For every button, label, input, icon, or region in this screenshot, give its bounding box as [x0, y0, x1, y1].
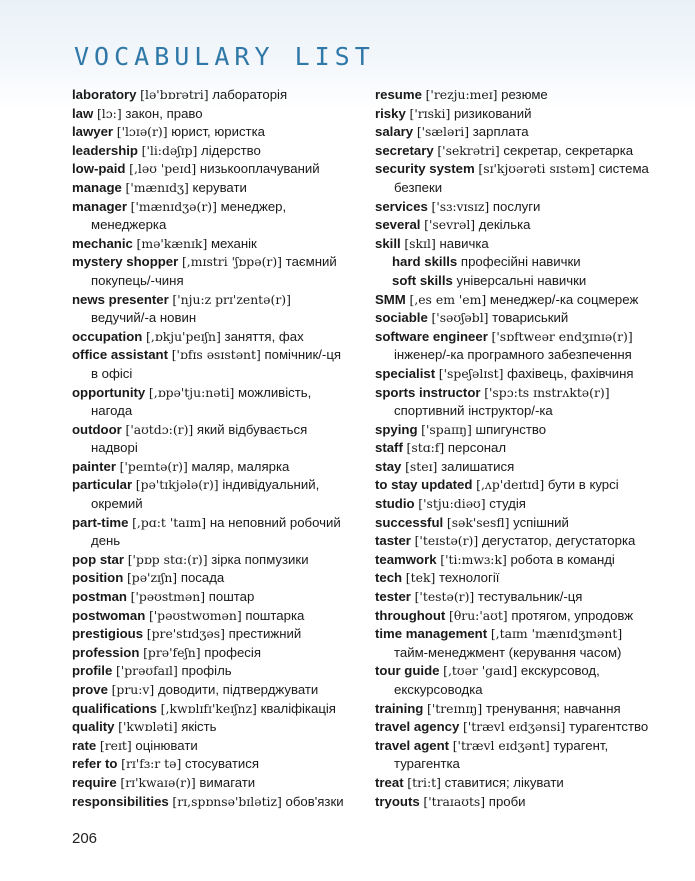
vocab-term: refer to [72, 756, 118, 772]
vocab-entry [72, 774, 357, 793]
vocab-column-left [72, 86, 357, 811]
vocab-transcription: [pru:v] [111, 682, 155, 697]
vocab-translation: послуги [492, 198, 541, 214]
vocab-transcription: ['teɪstə(r)] [414, 533, 479, 549]
vocab-translation: доводити, підтверджувати [157, 682, 319, 697]
vocab-transcription: [sɪ'kjʊərəti sɪstəm] [478, 161, 596, 177]
vocab-transcription: [tek] [405, 570, 436, 586]
vocab-translation: можливість, [238, 384, 312, 400]
vocab-transcription: ['treɪnɪŋ] [427, 700, 483, 716]
vocab-translation: заняття, фах [224, 328, 304, 344]
vocab-transcription: [mə'kænɪk] [136, 235, 208, 251]
vocab-entry [375, 309, 670, 328]
vocab-term: several [375, 217, 421, 233]
vocab-term: lawyer [72, 124, 114, 140]
vocab-translation: індивідуальний, [222, 477, 320, 493]
vocab-entry [72, 384, 357, 403]
vocab-translation-continued: менеджерка [91, 217, 167, 233]
vocab-term: travel agent [375, 737, 450, 753]
vocab-translation: фахівець, фахівчиня [507, 365, 634, 381]
vocab-term: pop star [72, 551, 125, 567]
vocab-term: require [72, 774, 117, 790]
vocab-translation-continued: день [91, 533, 121, 549]
vocab-translation: низькооплачуваний [199, 161, 320, 177]
vocab-translation: менеджер, [220, 198, 287, 214]
vocab-translation: вимагати [199, 774, 256, 790]
vocab-transcription: [pre'stɪdʒəs] [146, 626, 225, 642]
vocab-translation: поштарка [245, 607, 305, 623]
vocab-translation-continued: ведучий/-а новин [91, 310, 197, 326]
vocab-entry [375, 625, 670, 644]
vocab-translation: тренування; навчання [485, 700, 621, 716]
vocab-transcription: ['sɜ:vɪsɪz] [431, 198, 490, 214]
vocab-entry [375, 328, 670, 347]
vocab-term: secretary [375, 142, 434, 158]
vocab-transcription: [rɪ'fɜ:r tə] [121, 756, 182, 772]
vocab-transcription: ['lɔɪə(r)] [116, 124, 168, 140]
vocab-entry [375, 662, 670, 681]
vocab-entry [72, 86, 357, 105]
vocab-term: postman [72, 589, 127, 605]
vocab-translation: товариський [492, 310, 569, 326]
vocab-transcription: ['trævl eɪdʒənt] [452, 737, 550, 753]
vocab-term: specialist [375, 365, 436, 381]
vocab-term: to stay updated [375, 477, 473, 493]
vocab-translation: тестувальник/-ця [477, 589, 583, 605]
vocab-term: resume [375, 87, 422, 102]
vocab-entry [375, 384, 670, 403]
vocab-term: law [72, 105, 94, 121]
vocab-translation-continued: турагентка [394, 756, 460, 772]
vocab-entry [72, 718, 357, 737]
vocab-translation: турагентство [569, 719, 649, 735]
vocab-term: painter [72, 458, 116, 474]
vocab-term: responsibilities [72, 793, 169, 809]
vocab-transcription: ['rɪski] [409, 105, 451, 121]
vocab-translation-continued: покупець/-чиня [91, 272, 184, 288]
vocab-translation: стосуватися [184, 756, 260, 772]
vocab-term: tour guide [375, 663, 440, 679]
vocab-term: staff [375, 440, 403, 456]
vocab-translation: декілька [478, 217, 531, 233]
vocab-transcription: ['pəʊstwʊmən] [148, 607, 242, 623]
vocab-translation-continued: окремий [91, 496, 143, 512]
vocab-entry [375, 476, 670, 495]
vocab-term: low-paid [72, 161, 126, 177]
vocab-term: mystery shopper [72, 254, 179, 270]
vocab-entry [72, 737, 357, 756]
vocab-transcription: [tri:t] [407, 774, 441, 790]
vocab-entry [72, 142, 357, 161]
vocab-transcription: [,ʌp'deɪtɪd] [476, 477, 545, 493]
vocab-term: laboratory [72, 87, 137, 102]
page-title: VOCABULARY LIST [74, 42, 375, 71]
vocab-transcription: [,pɑ:t 'taɪm] [132, 514, 207, 530]
vocab-term: quality [72, 719, 115, 735]
vocab-transcription: [,mɪstri 'ʃɒpə(r)] [181, 254, 282, 270]
vocab-entry [375, 142, 670, 161]
vocab-entry [375, 495, 670, 514]
vocab-entry [72, 105, 357, 124]
vocab-transcription: [sək'sesfl] [446, 514, 510, 530]
vocab-transcription: ['prəʊfaɪl] [115, 663, 178, 679]
vocab-entry [375, 365, 670, 384]
vocab-translation-continued: в офісі [91, 365, 133, 381]
vocab-transcription: [lɔ:] [96, 105, 122, 121]
vocab-translation: протягом, упродовж [511, 607, 634, 623]
vocab-column-right [375, 86, 670, 811]
vocab-translation: універсальні навички [456, 272, 587, 288]
vocab-transcription: ['kwɒləti] [118, 719, 178, 735]
vocab-entry [375, 253, 670, 272]
vocab-transcription: [,ɒpə'tju:nəti] [148, 384, 235, 400]
vocab-translation: престижний [228, 626, 302, 642]
vocab-translation: керувати [192, 179, 247, 195]
vocab-entry [72, 328, 357, 347]
vocab-translation-continued: нагода [91, 403, 133, 419]
vocab-translation: робота в команді [510, 551, 615, 567]
vocab-translation: зарплата [472, 124, 529, 140]
vocab-transcription: [,ləʊ 'peɪd] [129, 161, 197, 177]
vocab-entry [72, 644, 357, 663]
vocab-transcription: ['peɪntə(r)] [119, 458, 188, 474]
vocab-term: taster [375, 533, 411, 549]
vocab-transcription: [,ɒkju'peɪʃn] [146, 328, 221, 344]
vocab-term: mechanic [72, 235, 133, 251]
vocab-term: postwoman [72, 607, 146, 623]
vocab-transcription: [steɪ] [405, 458, 438, 474]
vocab-translation-continued: тайм-менеджмент (керування часом) [394, 644, 622, 660]
vocab-term: position [72, 570, 124, 586]
vocab-term: tech [375, 570, 403, 586]
vocab-translation: професія [204, 644, 261, 660]
vocab-translation: закон, право [125, 105, 203, 121]
vocab-transcription: ['sæləri] [416, 124, 470, 140]
vocab-entry [72, 198, 357, 217]
vocab-translation-continued: спортивний інструктор/-ка [394, 403, 553, 419]
vocab-translation: зірка попмузики [211, 551, 309, 567]
vocab-translation: профіль [181, 663, 232, 679]
vocab-translation: бути в курсі [547, 477, 619, 493]
vocab-term: profession [72, 644, 140, 660]
vocab-translation: таємний [285, 254, 337, 270]
vocab-translation: професійні навички [460, 254, 581, 270]
vocab-entry [72, 458, 357, 477]
vocab-entry [72, 607, 357, 626]
vocab-translation: ставитися; лікувати [444, 774, 564, 790]
vocab-term: risky [375, 105, 406, 121]
vocab-entry [375, 532, 670, 551]
vocab-term: tryouts [375, 793, 420, 809]
vocab-term: part-time [72, 514, 129, 530]
vocab-translation: який відбувається [196, 421, 308, 437]
vocab-transcription: [rɪ,spɒnsə'bɪlətiz] [172, 793, 282, 809]
vocab-entry [72, 662, 357, 681]
vocab-entry [375, 774, 670, 793]
vocab-entry [375, 272, 670, 291]
vocab-term: prove [72, 682, 108, 697]
vocab-translation: екскурсовод, [520, 663, 600, 679]
vocab-entry [72, 588, 357, 607]
vocab-term: SMM [375, 291, 406, 307]
vocab-entry [72, 123, 357, 142]
vocab-term: successful [375, 514, 444, 530]
vocab-entry [375, 569, 670, 588]
vocab-translation: дегустатор, дегустаторка [481, 533, 636, 549]
vocab-term: tester [375, 589, 411, 605]
vocab-translation: оцінювати [135, 737, 198, 753]
vocab-translation: персонал [447, 440, 507, 456]
vocab-term: security system [375, 161, 475, 177]
vocab-entry [72, 514, 357, 533]
vocab-term: opportunity [72, 384, 146, 400]
vocab-transcription: [skɪl] [404, 235, 436, 251]
vocab-term: manage [72, 179, 122, 195]
vocab-term: office assistant [72, 347, 169, 363]
vocab-translation: поштар [208, 589, 255, 605]
vocab-term: salary [375, 124, 414, 140]
vocab-entry [375, 439, 670, 458]
vocab-entry [375, 607, 670, 626]
vocab-translation-continued: надворі [91, 440, 138, 456]
vocab-transcription: ['li:dəʃɪp] [141, 142, 198, 158]
vocab-term: treat [375, 774, 404, 790]
vocab-translation: механік [210, 235, 257, 251]
vocab-transcription: ['spɔ:ts ɪnstrʌktə(r)] [484, 384, 610, 400]
vocab-transcription: [stɑ:f] [406, 440, 445, 456]
vocab-transcription: ['ti:mwɜ:k] [440, 551, 507, 567]
vocab-entry [375, 514, 670, 533]
vocab-term: spying [375, 421, 418, 437]
vocab-entry [375, 86, 670, 105]
vocab-term: occupation [72, 328, 143, 344]
vocab-translation: кваліфікація [260, 700, 336, 716]
vocab-transcription: [pə'tɪkjələ(r)] [135, 477, 219, 493]
vocab-term: soft skills [392, 272, 453, 288]
vocab-translation: посада [180, 570, 225, 586]
vocab-term: training [375, 700, 424, 716]
vocab-term: news presenter [72, 291, 169, 307]
vocab-transcription: ['speʃəlɪst] [438, 365, 504, 381]
vocab-transcription: ['mænɪdʒ] [125, 179, 189, 195]
vocab-translation: резюме [501, 87, 548, 102]
vocab-transcription: [,taɪm 'mænɪdʒmənt] [490, 626, 623, 642]
vocab-term: throughout [375, 607, 446, 623]
vocab-transcription: ['spaɪɪŋ] [421, 421, 472, 437]
vocab-entry [375, 718, 670, 737]
vocab-translation-continued: безпеки [394, 179, 443, 195]
vocab-transcription: [,kwɒlɪfɪ'keɪʃnz] [160, 700, 257, 716]
vocab-transcription: ['traɪaʊts] [423, 793, 486, 809]
vocab-translation: обов'язки [285, 793, 344, 809]
vocab-term: teamwork [375, 551, 437, 567]
vocab-term: travel agency [375, 719, 460, 735]
vocab-entry [72, 253, 357, 272]
vocab-term: hard skills [392, 254, 458, 270]
vocab-entry [375, 588, 670, 607]
vocab-transcription: ['pəʊstmən] [130, 589, 206, 605]
vocab-entry [375, 291, 670, 310]
vocab-transcription: [prə'feʃn] [143, 644, 201, 660]
vocab-transcription: [lə'bɒrətri] [140, 87, 209, 102]
vocab-translation: ризикований [453, 105, 532, 121]
vocab-transcription: [θru:'aʊt] [448, 607, 508, 623]
vocab-transcription: ['sevrəl] [424, 217, 476, 233]
vocab-entry [72, 476, 357, 495]
vocab-transcription: ['səʊʃəbl] [431, 310, 489, 326]
vocab-translation: навичка [439, 235, 489, 251]
vocab-transcription: [,es em 'em] [409, 291, 487, 307]
vocab-term: stay [375, 458, 402, 474]
vocab-entry [72, 625, 357, 644]
vocab-translation: турагент, [553, 737, 609, 753]
vocab-transcription: ['sɒftweər endʒɪnɪə(r)] [491, 328, 633, 344]
vocab-translation: шпигунство [475, 421, 547, 437]
vocab-translation: технології [438, 570, 500, 586]
vocab-entry [72, 681, 357, 700]
vocab-translation-continued: інженер/-ка програмного забезпечення [394, 347, 632, 363]
vocab-term: profile [72, 663, 113, 679]
vocab-transcription: [rɪ'kwaɪə(r)] [120, 774, 196, 790]
vocab-translation-continued: екскурсоводка [394, 682, 483, 697]
vocab-translation: успішний [513, 514, 569, 530]
vocab-entry [375, 737, 670, 756]
vocab-entry [375, 700, 670, 719]
vocab-entry [72, 755, 357, 774]
vocab-transcription: ['ɒfɪs əsɪstənt] [171, 347, 261, 363]
vocab-transcription: ['testə(r)] [414, 589, 475, 605]
vocab-term: services [375, 198, 428, 214]
vocab-term: particular [72, 477, 133, 493]
vocab-translation: юрист, юристка [171, 124, 265, 140]
vocab-translation: система [598, 161, 649, 177]
vocab-term: sociable [375, 310, 428, 326]
vocab-entry [72, 569, 357, 588]
vocab-translation: лідерство [201, 142, 261, 158]
vocab-term: qualifications [72, 700, 157, 716]
vocab-translation: помічник/-ця [264, 347, 342, 363]
vocab-entry [375, 421, 670, 440]
vocab-term: time management [375, 626, 488, 642]
vocab-entry [72, 700, 357, 719]
vocab-transcription: ['pɒp stɑ:(r)] [127, 551, 208, 567]
vocab-term: rate [72, 737, 97, 753]
vocab-translation: менеджер/-ка соцмереж [489, 291, 639, 307]
vocab-term: leadership [72, 142, 138, 158]
vocab-entry [72, 346, 357, 365]
vocab-term: manager [72, 198, 127, 214]
vocab-translation: лабораторія [212, 87, 288, 102]
vocab-translation: маляр, малярка [191, 458, 290, 474]
vocab-transcription: ['sekrətri] [437, 142, 500, 158]
vocab-term: skill [375, 235, 401, 251]
vocab-transcription: ['stju:diəʊ] [418, 496, 486, 512]
vocab-entry [72, 551, 357, 570]
vocab-transcription: [,tʊər 'gaɪd] [443, 663, 518, 679]
vocab-entry [72, 160, 357, 179]
vocab-term: outdoor [72, 421, 122, 437]
vocab-entry [72, 793, 357, 812]
vocab-transcription: [pə'zɪʃn] [126, 570, 178, 586]
vocab-entry [375, 235, 670, 254]
vocab-entry [375, 216, 670, 235]
vocab-entry [375, 123, 670, 142]
vocab-transcription: ['aʊtdɔ:(r)] [125, 421, 194, 437]
page-number: 206 [72, 830, 98, 847]
vocab-entry [375, 160, 670, 179]
vocab-translation: на неповний робочий [209, 514, 341, 530]
vocab-transcription: [reɪt] [99, 737, 132, 753]
vocab-entry [72, 291, 357, 310]
vocab-translation: залишатися [441, 458, 515, 474]
vocab-entry [375, 793, 670, 812]
vocab-entry [375, 551, 670, 570]
vocab-translation: секретар, секретарка [503, 142, 634, 158]
vocab-entry [375, 458, 670, 477]
vocab-entry [375, 105, 670, 124]
vocab-entry [72, 421, 357, 440]
vocab-transcription: ['trævl eɪdʒənsi] [462, 719, 566, 735]
vocab-transcription: ['rezju:meɪ] [425, 87, 498, 102]
vocab-term: studio [375, 496, 415, 512]
vocab-translation: проби [488, 793, 526, 809]
vocab-entry [375, 198, 670, 217]
vocab-entry [72, 235, 357, 254]
vocab-translation: якість [181, 719, 217, 735]
vocab-term: sports instructor [375, 384, 481, 400]
vocab-entry [72, 179, 357, 198]
vocab-term: software engineer [375, 328, 488, 344]
vocab-transcription: ['nju:z prɪ'zentə(r)] [172, 291, 291, 307]
vocab-term: prestigious [72, 626, 144, 642]
vocab-translation: студія [489, 496, 526, 512]
vocab-transcription: ['mænɪdʒə(r)] [130, 198, 217, 214]
